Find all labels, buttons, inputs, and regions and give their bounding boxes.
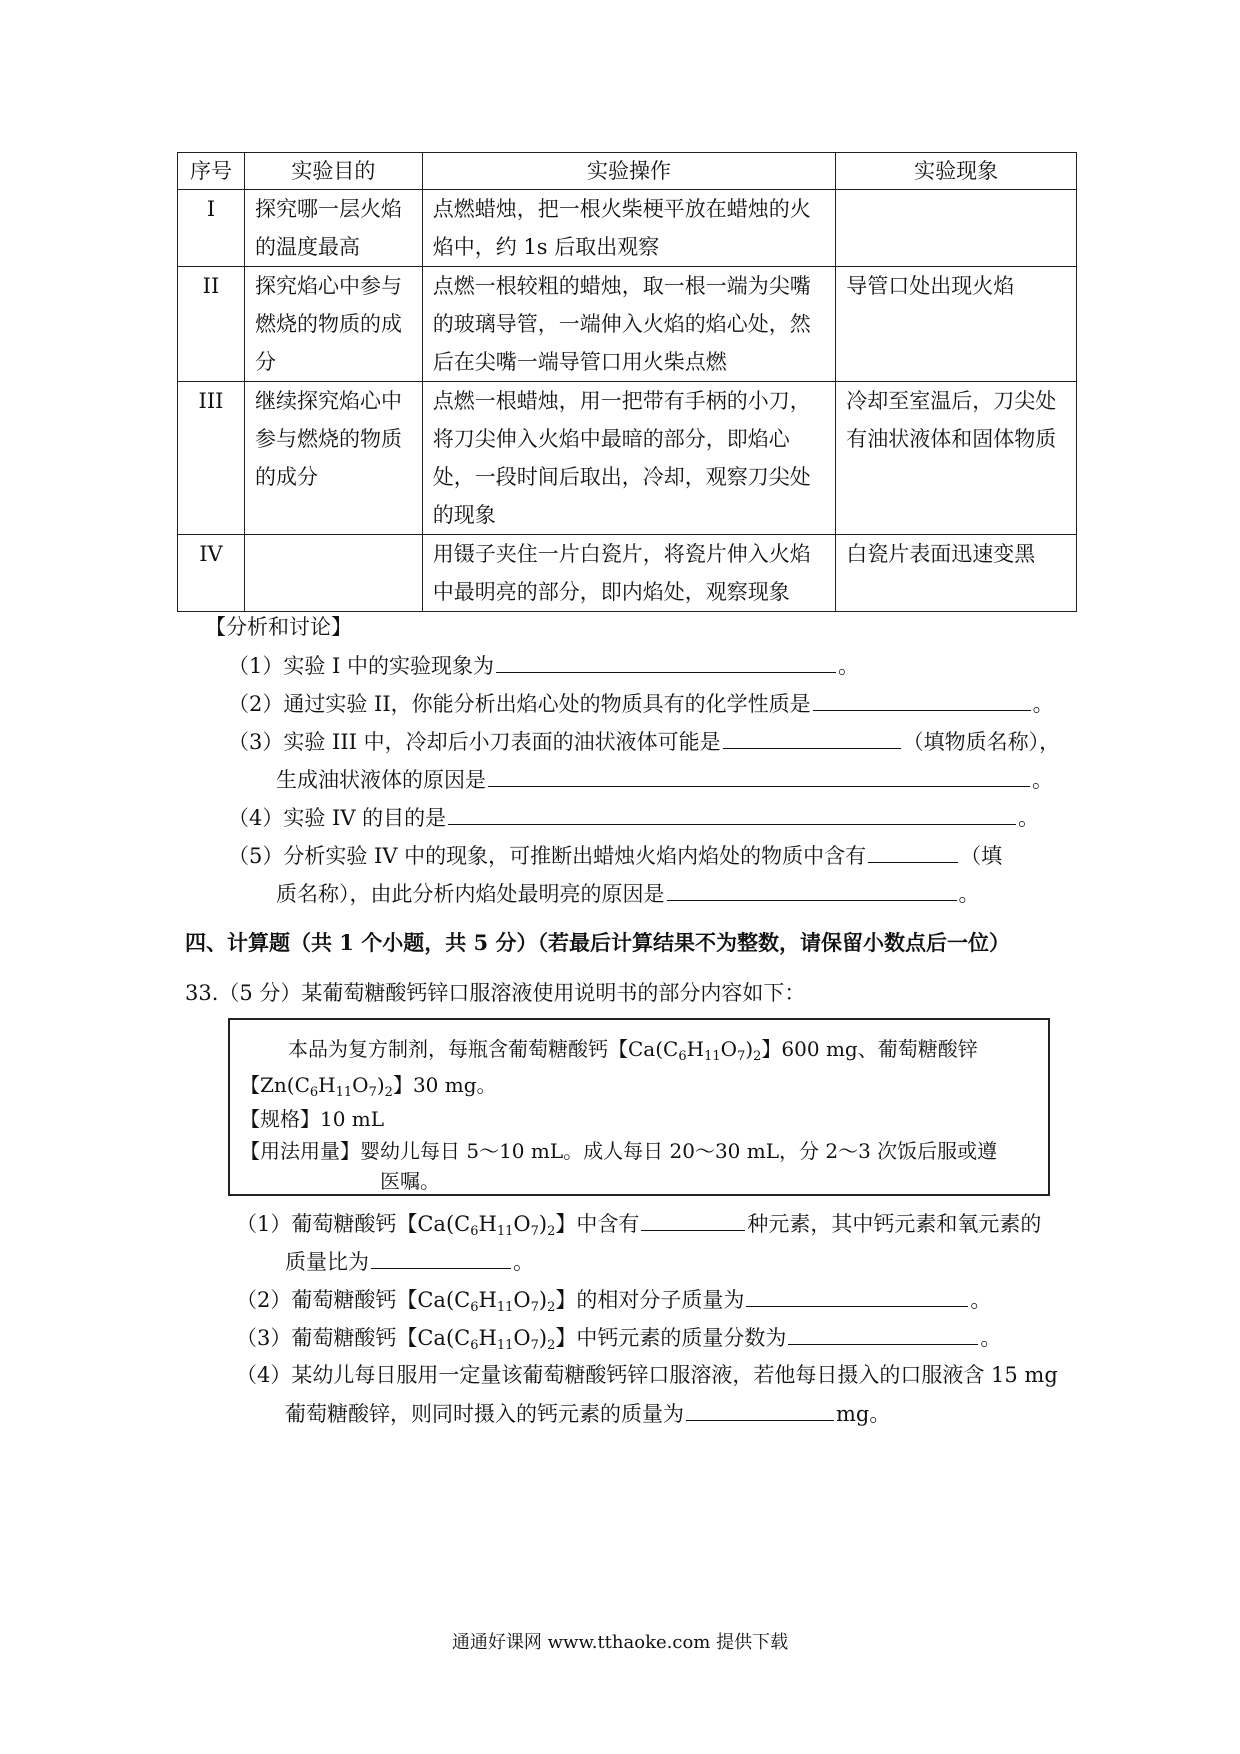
q5-text-b: （填 bbox=[960, 844, 1003, 868]
box-line-1 bbox=[288, 1034, 978, 1072]
box-text: 30 mg。 bbox=[412, 1073, 497, 1097]
box-line-2 bbox=[240, 1070, 497, 1108]
subscript: 2 bbox=[753, 1049, 762, 1064]
subscript: 11 bbox=[704, 1049, 721, 1064]
part-text: 种元素，其中钙元素和氧元素的 bbox=[747, 1212, 1042, 1236]
formula-bracket: 】 bbox=[555, 1326, 577, 1350]
part-text: 中钙元素的质量分数为 bbox=[576, 1326, 787, 1350]
part-text: （2）葡萄糖酸钙【Ca(C bbox=[236, 1288, 471, 1312]
part-end: 。 bbox=[513, 1250, 534, 1274]
q3-end: 。 bbox=[1032, 768, 1053, 792]
subscript: 2 bbox=[547, 1300, 556, 1315]
answer-blank[interactable] bbox=[788, 1322, 978, 1345]
q2-end: 。 bbox=[1032, 692, 1054, 716]
subscript: 6 bbox=[470, 1224, 479, 1239]
part-4-cont bbox=[285, 1398, 890, 1429]
part-text: （1）葡萄糖酸钙【Ca(C bbox=[236, 1212, 471, 1236]
section-title bbox=[185, 928, 1010, 958]
box-text: 600 mg、葡萄糖酸锌 bbox=[781, 1037, 978, 1061]
row-purpose: 继续探究焰心中参与燃烧的物质的成分 bbox=[244, 382, 422, 535]
part-1 bbox=[236, 1208, 1041, 1247]
subscript: 11 bbox=[496, 1224, 514, 1239]
row-purpose: 探究哪一层火焰的温度最高 bbox=[244, 190, 422, 267]
box-line-5: 医嘱。 bbox=[380, 1169, 440, 1193]
subscript: 2 bbox=[384, 1085, 393, 1100]
formula-paren: ) bbox=[538, 1212, 548, 1236]
experiment-table bbox=[177, 152, 1077, 612]
question-1 bbox=[228, 650, 859, 681]
formula-paren: ) bbox=[538, 1326, 548, 1350]
part-text: 葡萄糖酸锌，则同时摄入的钙元素的质量为 bbox=[285, 1402, 684, 1426]
part-text: 中含有 bbox=[576, 1212, 640, 1236]
table-header-row bbox=[178, 153, 1077, 190]
q1-text: （1）实验 I 中的实验现象为 bbox=[228, 654, 495, 678]
answer-blank[interactable] bbox=[686, 1398, 834, 1421]
question-3-cont bbox=[276, 764, 1053, 795]
row-num: III bbox=[178, 382, 245, 535]
table-row bbox=[178, 267, 1077, 382]
answer-blank[interactable] bbox=[496, 650, 836, 673]
header-operation: 实验操作 bbox=[422, 153, 835, 190]
subscript: 6 bbox=[470, 1338, 479, 1353]
answer-blank[interactable] bbox=[448, 802, 1016, 825]
subscript: 2 bbox=[547, 1224, 556, 1239]
row-num: IV bbox=[178, 535, 245, 612]
answer-blank[interactable] bbox=[371, 1246, 511, 1269]
subscript: 11 bbox=[335, 1085, 353, 1100]
formula-h: H bbox=[478, 1288, 497, 1312]
question-5 bbox=[228, 840, 1002, 871]
row-phenomenon: 冷却至室温后，刀尖处有油状液体和固体物质 bbox=[836, 382, 1077, 535]
q4-end: 。 bbox=[1018, 806, 1040, 830]
row-num: I bbox=[178, 190, 245, 267]
part-text: 的相对分子质量为 bbox=[576, 1288, 745, 1312]
formula-o: O bbox=[720, 1037, 738, 1061]
header-num: 序号 bbox=[178, 153, 245, 190]
subscript: 7 bbox=[368, 1085, 377, 1100]
q5-text: （5）分析实验 IV 中的现象，可推断出蜡烛火焰内焰处的物质中含有 bbox=[228, 844, 867, 868]
part-end: mg。 bbox=[836, 1402, 891, 1426]
subscript: 2 bbox=[547, 1338, 556, 1353]
box-line-4: 【用法用量】婴幼儿每日 5～10 mL。成人每日 20～30 mL，分 2～3 次饭后服或遵 bbox=[240, 1139, 998, 1163]
subscript: 6 bbox=[678, 1049, 687, 1064]
q3-text-c: 生成油状液体的原因是 bbox=[276, 768, 486, 792]
formula-paren: ) bbox=[745, 1037, 754, 1061]
part-end: 。 bbox=[970, 1288, 992, 1312]
formula-o: O bbox=[352, 1073, 369, 1097]
formula-h: H bbox=[686, 1037, 705, 1061]
section-title-note: （若最后计算结果不为整数，请保留小数点后一位） bbox=[537, 930, 1010, 955]
formula-o: O bbox=[513, 1326, 531, 1350]
part-text: 质量比为 bbox=[285, 1250, 369, 1274]
row-operation: 点燃一根较粗的蜡烛，取一根一端为尖嘴的玻璃导管，一端伸入火焰的焰心处，然后在尖嘴一端导管口用火柴点燃 bbox=[422, 267, 835, 382]
part-3 bbox=[236, 1322, 1001, 1361]
formula-h: H bbox=[478, 1212, 497, 1236]
question-4 bbox=[228, 802, 1039, 833]
question-33-intro: 33.（5 分）某葡萄糖酸钙锌口服溶液使用说明书的部分内容如下： bbox=[185, 981, 806, 1005]
row-purpose bbox=[244, 535, 422, 612]
section-title-main: 四、计算题（共 1 个小题，共 5 分） bbox=[185, 930, 538, 955]
row-operation: 用镊子夹住一片白瓷片，将瓷片伸入火焰中最明亮的部分，即内焰处，观察现象 bbox=[422, 535, 835, 612]
question-3 bbox=[228, 726, 1060, 757]
subscript: 6 bbox=[470, 1300, 479, 1315]
question-2 bbox=[228, 688, 1054, 719]
subscript: 7 bbox=[530, 1300, 539, 1315]
formula-bracket: 】 bbox=[392, 1073, 413, 1097]
answer-blank[interactable] bbox=[746, 1284, 968, 1307]
page-footer: 通通好课网 www.tthaoke.com 提供下载 bbox=[451, 1632, 789, 1653]
header-phenomenon: 实验现象 bbox=[836, 153, 1077, 190]
discussion-heading: 【分析和讨论】 bbox=[205, 615, 352, 639]
formula-bracket: 】 bbox=[555, 1212, 577, 1236]
table-row bbox=[178, 535, 1077, 612]
part-end: 。 bbox=[980, 1326, 1002, 1350]
box-text: 【Zn(C bbox=[240, 1073, 310, 1097]
subscript: 11 bbox=[496, 1300, 514, 1315]
q4-text: （4）实验 IV 的目的是 bbox=[228, 806, 447, 830]
formula-o: O bbox=[513, 1288, 531, 1312]
subscript: 7 bbox=[530, 1224, 539, 1239]
q1-end: 。 bbox=[838, 654, 860, 678]
q5-text-c: 质名称），由此分析内焰处最明亮的原因是 bbox=[276, 882, 665, 906]
subscript: 11 bbox=[496, 1338, 514, 1353]
row-num: II bbox=[178, 267, 245, 382]
part-text: （3）葡萄糖酸钙【Ca(C bbox=[236, 1326, 471, 1350]
question-5-cont bbox=[276, 878, 980, 909]
answer-blank[interactable] bbox=[723, 726, 901, 749]
header-purpose: 实验目的 bbox=[244, 153, 422, 190]
subscript: 7 bbox=[737, 1049, 746, 1064]
row-operation: 点燃蜡烛，把一根火柴梗平放在蜡烛的火焰中，约 1s 后取出观察 bbox=[422, 190, 835, 267]
table-row bbox=[178, 382, 1077, 535]
formula-paren: ) bbox=[376, 1073, 385, 1097]
formula-bracket: 】 bbox=[555, 1288, 577, 1312]
answer-blank[interactable] bbox=[868, 840, 958, 863]
row-operation: 点燃一根蜡烛，用一把带有手柄的小刀，将刀尖伸入火焰中最暗的部分，即焰心处，一段时间后取出，冷却，观察刀尖处的现象 bbox=[422, 382, 835, 535]
table-row bbox=[178, 190, 1077, 267]
q3-text-b: （填物质名称）， bbox=[902, 730, 1061, 754]
formula-paren: ) bbox=[538, 1288, 548, 1312]
box-text: 本品为复方制剂，每瓶含葡萄糖酸钙【Ca(C bbox=[288, 1037, 679, 1061]
formula-bracket: 】 bbox=[761, 1037, 782, 1061]
subscript: 6 bbox=[309, 1085, 319, 1100]
row-phenomenon bbox=[836, 190, 1077, 267]
instruction-box bbox=[228, 1018, 1050, 1196]
formula-h: H bbox=[318, 1073, 336, 1097]
answer-blank[interactable] bbox=[667, 878, 957, 901]
formula-h: H bbox=[478, 1326, 497, 1350]
q3-text: （3）实验 III 中，冷却后小刀表面的油状液体可能是 bbox=[228, 730, 721, 754]
row-phenomenon: 白瓷片表面迅速变黑 bbox=[836, 535, 1077, 612]
part-1-cont bbox=[285, 1246, 534, 1277]
part-4: （4）某幼儿每日服用一定量该葡萄糖酸钙锌口服溶液，若他每日摄入的口服液含 15 mg bbox=[236, 1363, 1058, 1387]
part-2 bbox=[236, 1284, 991, 1323]
q5-end: 。 bbox=[958, 882, 980, 906]
answer-blank[interactable] bbox=[641, 1208, 745, 1231]
answer-blank[interactable] bbox=[813, 688, 1031, 711]
formula-o: O bbox=[513, 1212, 531, 1236]
subscript: 7 bbox=[530, 1338, 539, 1353]
row-phenomenon: 导管口处出现火焰 bbox=[836, 267, 1077, 382]
q2-text: （2）通过实验 II，你能分析出焰心处的物质具有的化学性质是 bbox=[228, 692, 811, 716]
box-line-3: 【规格】10 mL bbox=[240, 1107, 385, 1131]
answer-blank[interactable] bbox=[488, 764, 1030, 787]
row-purpose: 探究焰心中参与燃烧的物质的成分 bbox=[244, 267, 422, 382]
